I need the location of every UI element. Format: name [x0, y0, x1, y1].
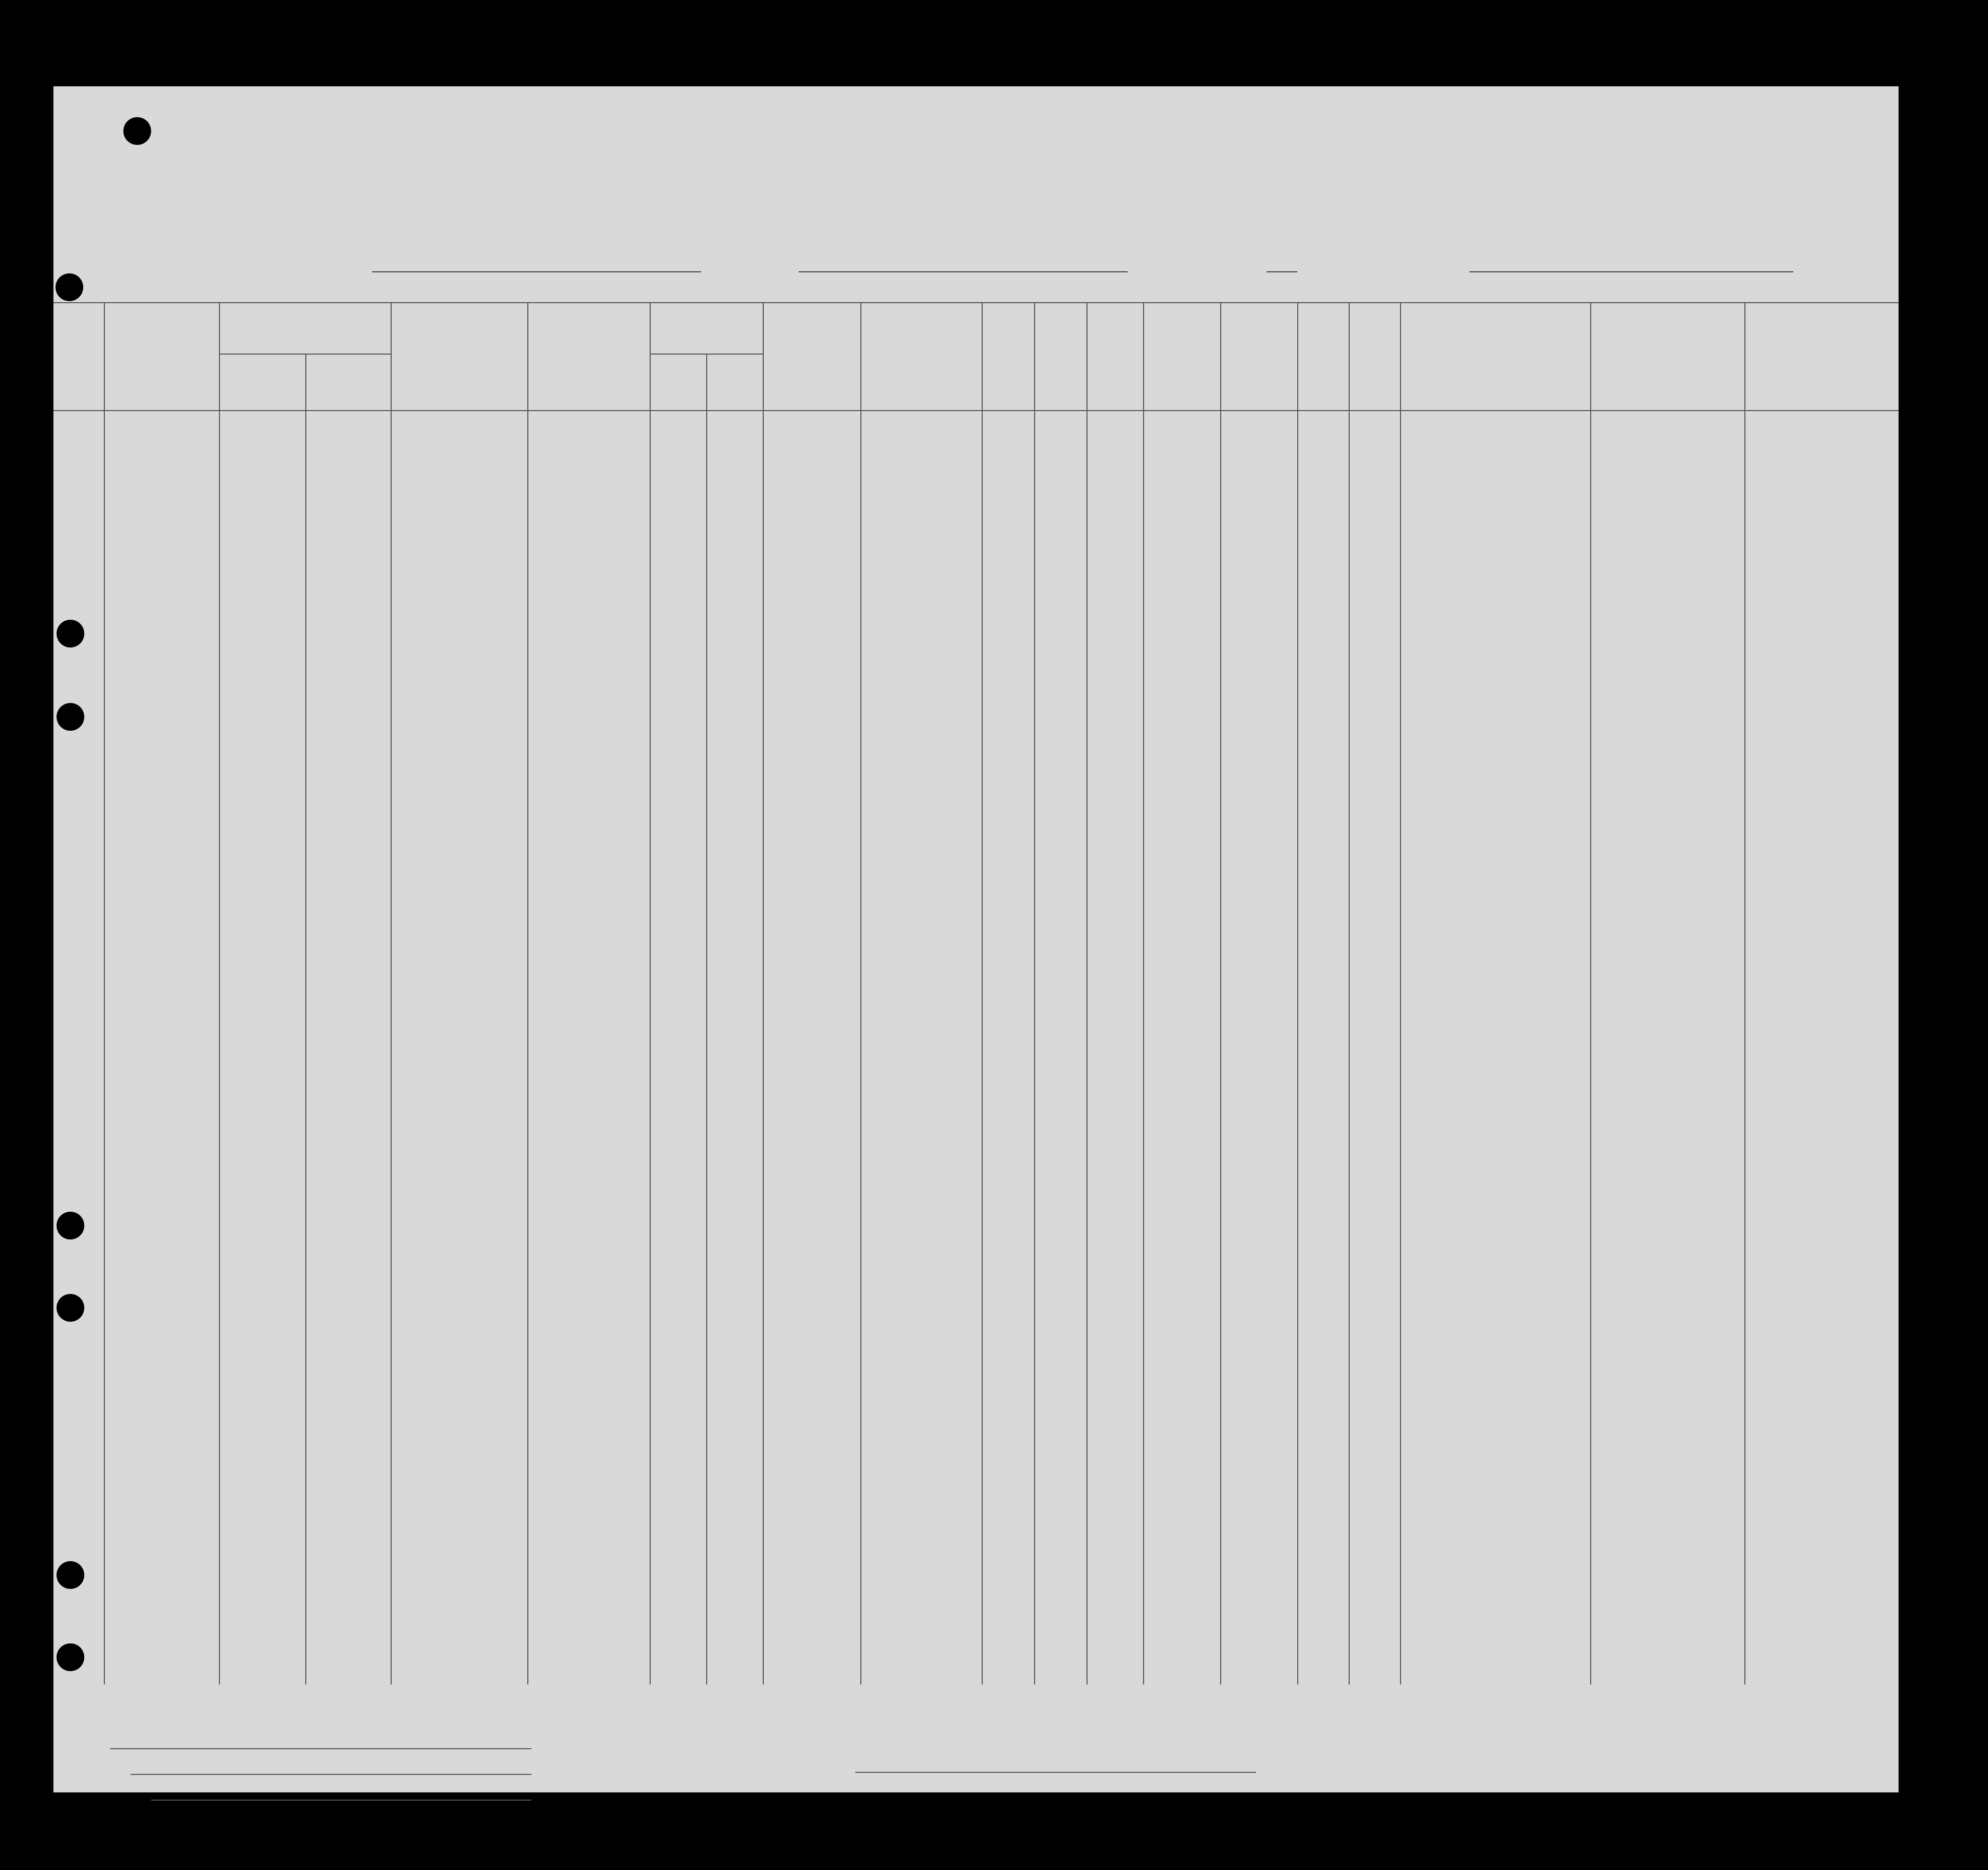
- vessel-line: [321, 252, 1811, 274]
- manifest-sheet: [53, 86, 1899, 1792]
- punch-hole: [56, 273, 83, 301]
- punch-hole: [123, 117, 151, 145]
- crew-table: [53, 302, 1899, 1684]
